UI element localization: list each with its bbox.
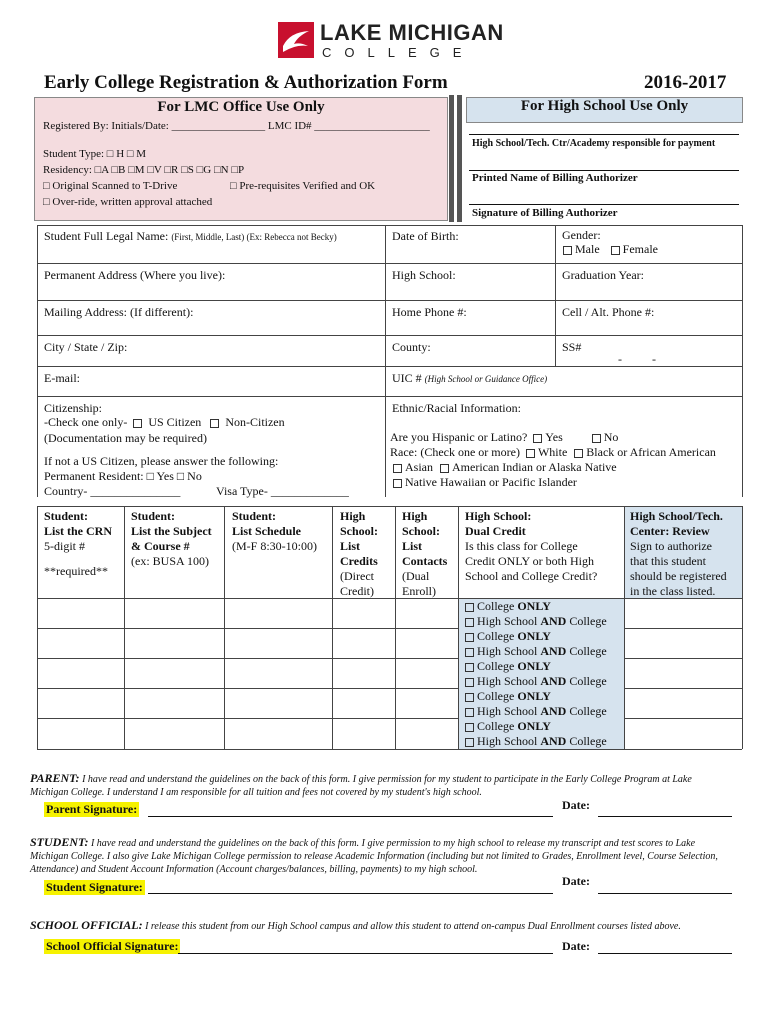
- us-citizen-checkbox[interactable]: [133, 419, 142, 428]
- dob-field[interactable]: Date of Birth:: [392, 229, 459, 243]
- school-use-heading: For High School Use Only: [466, 97, 743, 123]
- non-citizen-checkbox[interactable]: [210, 419, 219, 428]
- address-field[interactable]: Permanent Address (Where you live):: [44, 268, 226, 282]
- option-college-only[interactable]: College ONLY: [462, 629, 607, 644]
- black-checkbox[interactable]: [574, 449, 583, 458]
- divider-bar: [449, 95, 454, 222]
- full-name-field[interactable]: [44, 229, 337, 244]
- female-checkbox[interactable]: [611, 246, 620, 255]
- hispanic-yes-label: Yes: [545, 430, 563, 444]
- school-official-date-line[interactable]: [598, 953, 732, 954]
- school-official-statement: SCHOOL OFFICIAL: I release this student from our High School campus and allow this student to attend on-campus Dual Enrollment courses listed above.: [30, 918, 681, 932]
- grad-year-field[interactable]: Graduation Year:: [562, 268, 644, 282]
- hispanic-no-label: No: [603, 430, 619, 444]
- visa-field[interactable]: Visa Type- _____________: [216, 484, 349, 498]
- parent-signature-line[interactable]: [148, 816, 553, 817]
- subject-header: Student: List the Subject & Course # (ex: BUSA 100): [131, 509, 212, 568]
- uic-hint: (High School or Guidance Office): [424, 374, 548, 384]
- email-field[interactable]: E-mail:: [44, 371, 80, 385]
- asian-label: Asian: [405, 460, 433, 474]
- office-use-heading: For LMC Office Use Only: [157, 99, 325, 115]
- ss-field[interactable]: SS#: [562, 340, 582, 354]
- non-citizen-label: Non-Citizen: [225, 415, 285, 429]
- parent-date-label: Date:: [562, 798, 590, 812]
- office-use-box: [34, 97, 448, 221]
- override-checkbox[interactable]: □ Over-ride, written approval attached: [43, 196, 213, 208]
- parent-date-line[interactable]: [598, 816, 732, 817]
- us-citizen-label: US Citizen: [148, 415, 202, 429]
- billing-signature-label: Signature of Billing Authorizer: [472, 207, 618, 219]
- parent-signature-label: Parent Signature:: [46, 802, 138, 816]
- option-college-only[interactable]: College ONLY: [462, 599, 607, 614]
- school-official-signature-line[interactable]: [178, 953, 553, 954]
- form-title: Early College Registration & Authorization Form: [44, 72, 448, 93]
- gender-options: [560, 242, 658, 257]
- cell-phone-field[interactable]: Cell / Alt. Phone #:: [562, 305, 655, 319]
- hispanic-question: [390, 430, 618, 445]
- logo-line-1: LAKE MICHIGAN: [320, 20, 504, 45]
- payment-line: [469, 134, 739, 135]
- hispanic-no-checkbox[interactable]: [592, 434, 601, 443]
- student-signature-line[interactable]: [148, 893, 553, 894]
- student-date-line[interactable]: [598, 893, 732, 894]
- citizenship-label: Citizenship:: [44, 401, 102, 415]
- male-label: Male: [575, 242, 600, 256]
- hawaiian-checkbox[interactable]: [393, 479, 402, 488]
- option-college-only[interactable]: College ONLY: [462, 659, 607, 674]
- dual-credit-options: [462, 599, 607, 749]
- option-college-only[interactable]: College ONLY: [462, 719, 607, 734]
- race-label: Race: (Check one or more): [390, 445, 520, 459]
- option-hs-and-college[interactable]: High School AND College: [462, 734, 607, 749]
- prereq-checkbox[interactable]: □ Pre-requisites Verified and OK: [230, 180, 376, 192]
- original-scanned-checkbox[interactable]: □ Original Scanned to T-Drive: [43, 180, 178, 192]
- gender-label: Gender:: [562, 228, 601, 242]
- schedule-header: Student: List Schedule (M-F 8:30-10:00): [232, 509, 317, 553]
- option-hs-and-college[interactable]: High School AND College: [462, 614, 607, 629]
- student-statement: STUDENT: I have read and understand the guidelines on the back of this form. I give permission to my high school to release my transcript and test scores to Lake Michigan College. I also give Lake Michigan College permission to release Academic Information (including but not limited to Grades, Enrollment level, Course Selection, Attendance) and Student Account Information (Account charges/balances, billing, payments) to my high school.: [30, 835, 718, 875]
- doc-required-note: (Documentation may be required): [44, 431, 207, 445]
- hispanic-label: Are you Hispanic or Latino?: [390, 430, 528, 444]
- billing-signature-line[interactable]: [469, 204, 739, 205]
- college-logo: [278, 20, 504, 64]
- contacts-header: High School: List Contacts (Dual Enroll): [402, 509, 448, 598]
- logo-line-2: COLLEGE: [322, 45, 475, 60]
- country-field[interactable]: Country- _______________: [44, 484, 181, 498]
- american-indian-checkbox[interactable]: [440, 464, 449, 473]
- full-name-hint: (First, Middle, Last) (Ex: Rebecca not Becky): [171, 232, 337, 242]
- check-one-label: -Check one only-: [44, 415, 128, 429]
- student-signature-label: Student Signature:: [46, 880, 143, 894]
- if-not-citizen-text: If not a US Citizen, please answer the following:: [44, 454, 279, 468]
- city-field[interactable]: City / State / Zip:: [44, 340, 128, 354]
- school-official-signature-label: School Official Signature:: [46, 939, 179, 953]
- student-type-field[interactable]: Student Type: □ H □ M: [43, 148, 147, 160]
- county-field[interactable]: County:: [392, 340, 431, 354]
- uic-label: UIC #: [392, 371, 422, 385]
- ethnic-label: Ethnic/Racial Information:: [392, 401, 521, 415]
- registered-by-field[interactable]: Registered By: Initials/Date: _________________ LMC ID# _____________________: [43, 120, 430, 132]
- residency-field[interactable]: Residency: □A □B □M □V □R □S □G □N □P: [43, 164, 245, 176]
- student-date-label: Date:: [562, 874, 590, 888]
- race-row-3: [390, 475, 577, 490]
- option-hs-and-college[interactable]: High School AND College: [462, 704, 607, 719]
- crn-header: Student: List the CRN 5-digit # **required**: [44, 509, 112, 578]
- male-checkbox[interactable]: [563, 246, 572, 255]
- perm-resident-field[interactable]: Permanent Resident: □ Yes □ No: [44, 469, 202, 483]
- citizenship-options: [44, 415, 285, 430]
- printed-name-label: Printed Name of Billing Authorizer: [472, 172, 638, 184]
- hawaiian-label: Native Hawaiian or Pacific Islander: [405, 475, 577, 489]
- full-name-label: Student Full Legal Name:: [44, 229, 169, 243]
- dual-credit-header: High School: Dual Credit Is this class for College Credit ONLY or both High School and College Credit?: [465, 509, 598, 583]
- hispanic-yes-checkbox[interactable]: [533, 434, 542, 443]
- white-label: White: [537, 445, 568, 459]
- lmc-logo-icon: [278, 22, 314, 58]
- white-checkbox[interactable]: [526, 449, 535, 458]
- form-year: 2016-2017: [644, 72, 727, 93]
- black-label: Black or African American: [586, 445, 716, 459]
- credits-header: High School: List Credits (Direct Credit): [340, 509, 379, 598]
- responsible-label: High School/Tech. Ctr/Academy responsible for payment: [472, 138, 716, 149]
- parent-statement: PARENT: I have read and understand the guidelines on the back of this form. I give permission for my student to participate in the Early College Program at Lake Michigan College. I understand I am responsible for all tuition and fees not covered by my student's high school.: [30, 771, 692, 798]
- divider-bar: [457, 95, 462, 222]
- asian-checkbox[interactable]: [393, 464, 402, 473]
- option-college-only[interactable]: College ONLY: [462, 689, 607, 704]
- option-hs-and-college[interactable]: High School AND College: [462, 644, 607, 659]
- ss-dashes: - -: [618, 352, 656, 366]
- high-school-field[interactable]: High School:: [392, 268, 456, 282]
- race-row-2: [390, 460, 617, 475]
- female-label: Female: [622, 242, 658, 256]
- option-hs-and-college[interactable]: High School AND College: [462, 674, 607, 689]
- printed-name-line[interactable]: [469, 170, 739, 171]
- school-official-date-label: Date:: [562, 939, 590, 953]
- uic-field[interactable]: [392, 371, 547, 386]
- review-header: High School/Tech. Center: Review Sign to authorize that this student should be registered in the class listed.: [630, 509, 727, 598]
- mailing-field[interactable]: Mailing Address: (If different):: [44, 305, 194, 319]
- home-phone-field[interactable]: Home Phone #:: [392, 305, 467, 319]
- american-indian-label: American Indian or Alaska Native: [452, 460, 617, 474]
- race-question: [390, 445, 716, 460]
